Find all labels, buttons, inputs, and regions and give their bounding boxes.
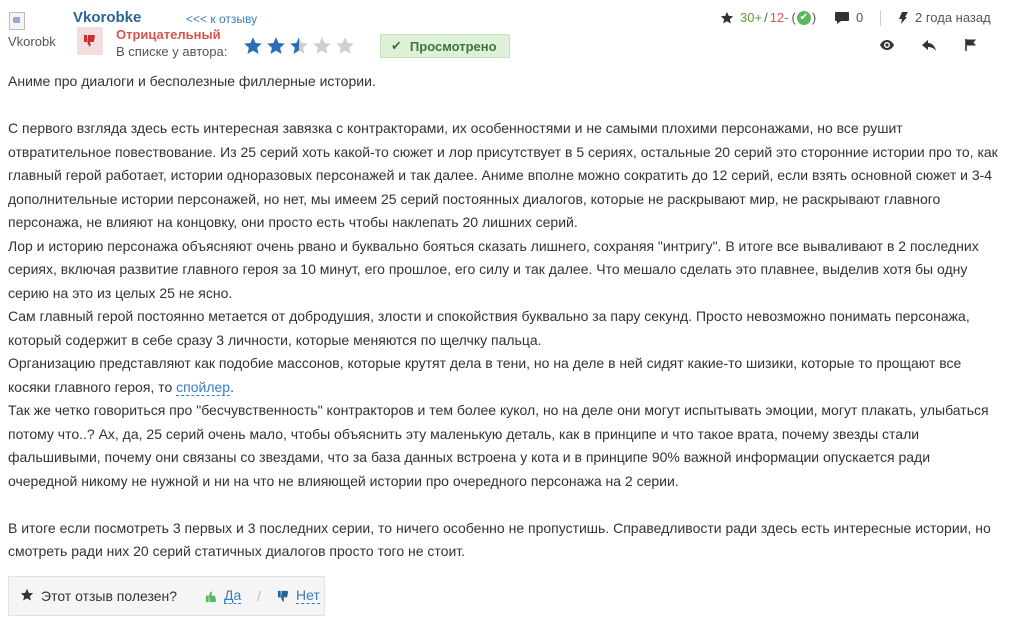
- review-paragraph: Так же четко говориться про "бесчувственность" контракторов и тем более кукол, но на деле они могут испытывать эмоции, могут плакать, улыбаться потому что..? Ах, да, 25 серий очень мало, чтобы объяснить эту маленькую деталь, как в принципе и что такое врата, почему звезды стали фальшивыми, почему они связаны со звездами, что за база данных встроена у кота и в принципе 90% важной информации опускается ради очередной никому не нужной и ни на что не влияющей истории про очередного персонажа на 2 серии.: [8, 402, 989, 489]
- avatar[interactable]: [8, 12, 64, 52]
- review-paragraph: С первого взгляда здесь есть интересная завязка с контракторами, их особенностями и не самыми плохими персонажами, но все рушит отвратительное повествование. Из 25 серий хоть какой-то сюжет и лор присутствует в 5 сериях, остальные 20 серий это сторонние истории про то, как главный герой работает, истории одноразовых персонажей и так далее. Аниме вполне можно сократить до 12 серий, если взять основной сюжет и 3-4 дополнительные истории персонажей, но нет, мы имеем 25 серий постоянных диалогов, которые не раскрывают мир, не раскрывают главного персонажа, не влияют на концовку, они просто есть чтобы наклепать 20 лишних серий.: [8, 120, 998, 230]
- thumbs-down-icon: [277, 590, 290, 603]
- bookmark-icon: [897, 11, 909, 25]
- flag-icon[interactable]: [964, 38, 978, 57]
- viewed-status-button[interactable]: [380, 34, 510, 58]
- score-negative: 12-: [769, 10, 789, 25]
- score-close-paren: ): [811, 10, 817, 25]
- comment-icon: [834, 11, 850, 25]
- review-body: [8, 70, 998, 564]
- thumbs-up-icon: [205, 590, 218, 603]
- rating-star-icon: [289, 36, 309, 56]
- helpful-vote-box: [8, 576, 325, 616]
- rating-stars: [243, 36, 355, 56]
- posted-time: [897, 10, 991, 25]
- star-icon: [720, 11, 734, 25]
- review-paragraph: Лор и историю персонажа объясняют очень рвано и буквально бояться сказать лишнего, сохраняя "интригу". В итоге все вываливают в 2 последних сериях, включая развитие главного героя за 10 минут, его прошлое, его силу и так далее. Что мешало сделать это плавнее, выделив хотя бы одну серию на это из целых 25 не ясно.: [8, 237, 979, 301]
- review-paragraph: [8, 493, 998, 517]
- reply-icon[interactable]: [921, 38, 937, 57]
- author-list-label: В списке у автора:: [116, 44, 228, 59]
- spoiler-after-text: .: [230, 378, 234, 395]
- check-circle-icon: ✔: [797, 11, 811, 25]
- score-open-paren: (: [791, 10, 796, 25]
- helpful-question: Этот отзыв полезен?: [41, 588, 178, 604]
- posted-time-value: 2 года назад: [915, 10, 991, 25]
- verdict-label: Отрицательный: [116, 27, 221, 42]
- helpful-no-button[interactable]: [277, 588, 320, 604]
- author-name-link[interactable]: Vkorobke: [73, 9, 142, 26]
- helpful-no-label: Нет: [296, 587, 320, 603]
- header-divider: [880, 10, 881, 26]
- review-paragraph: Аниме про диалоги и бесполезные филлерные истории.: [8, 73, 376, 89]
- review-paragraphs-after: [8, 399, 998, 564]
- verdict-badge: [77, 27, 103, 55]
- spoiler-before-text: Организацию представляют как подобие массонов, которые крутят дела в тени, но на деле в ней сидят какие-то шизики, которые то прощают все косяки главного героя, то: [8, 355, 962, 395]
- review-header: [0, 0, 1009, 70]
- avatar-alt-text: Vkorobk: [8, 34, 56, 49]
- helpful-separator: /: [257, 588, 261, 604]
- spoiler-link[interactable]: спойлер: [176, 378, 231, 395]
- rating-star-icon: [243, 36, 263, 56]
- thumbs-down-icon: [83, 34, 97, 48]
- viewed-label: Просмотрено: [409, 38, 497, 54]
- score-separator: /: [764, 10, 768, 25]
- review-paragraphs: [8, 70, 998, 352]
- check-icon: ✔: [391, 38, 402, 53]
- broken-image-icon: [9, 12, 25, 30]
- review-paragraph: [8, 94, 998, 118]
- score-positive: 30+: [740, 10, 763, 25]
- review-paragraph: Сам главный герой постоянно метается от добродушия, злости и спокойствия буквально за пару секунд. Просто невозможно понимать персонажа, который содержит в себе сразу 3 личности, которые меняются по щелчку пальца.: [8, 308, 970, 348]
- helpful-yes-label: Да: [224, 587, 242, 603]
- review-paragraph: В итоге если посмотреть 3 первых и 3 последних серии, то ничего особенно не пропустишь. Справедливости ради здесь есть интересные истории, но смотреть ради них 20 серий статичных диалогов просто того не стоит.: [8, 519, 991, 559]
- comments-count[interactable]: [834, 10, 863, 25]
- review-paragraph-spoiler: [8, 352, 998, 399]
- eye-icon[interactable]: [879, 38, 895, 57]
- back-to-review-link[interactable]: <<< к отзыву: [186, 12, 258, 26]
- rating-star-icon: [335, 36, 355, 56]
- comments-count-value: 0: [856, 10, 864, 25]
- rating-star-icon: [266, 36, 286, 56]
- star-icon: [20, 588, 34, 605]
- rating-star-icon: [312, 36, 332, 56]
- helpful-yes-button[interactable]: [205, 588, 241, 604]
- review-score: [720, 10, 816, 25]
